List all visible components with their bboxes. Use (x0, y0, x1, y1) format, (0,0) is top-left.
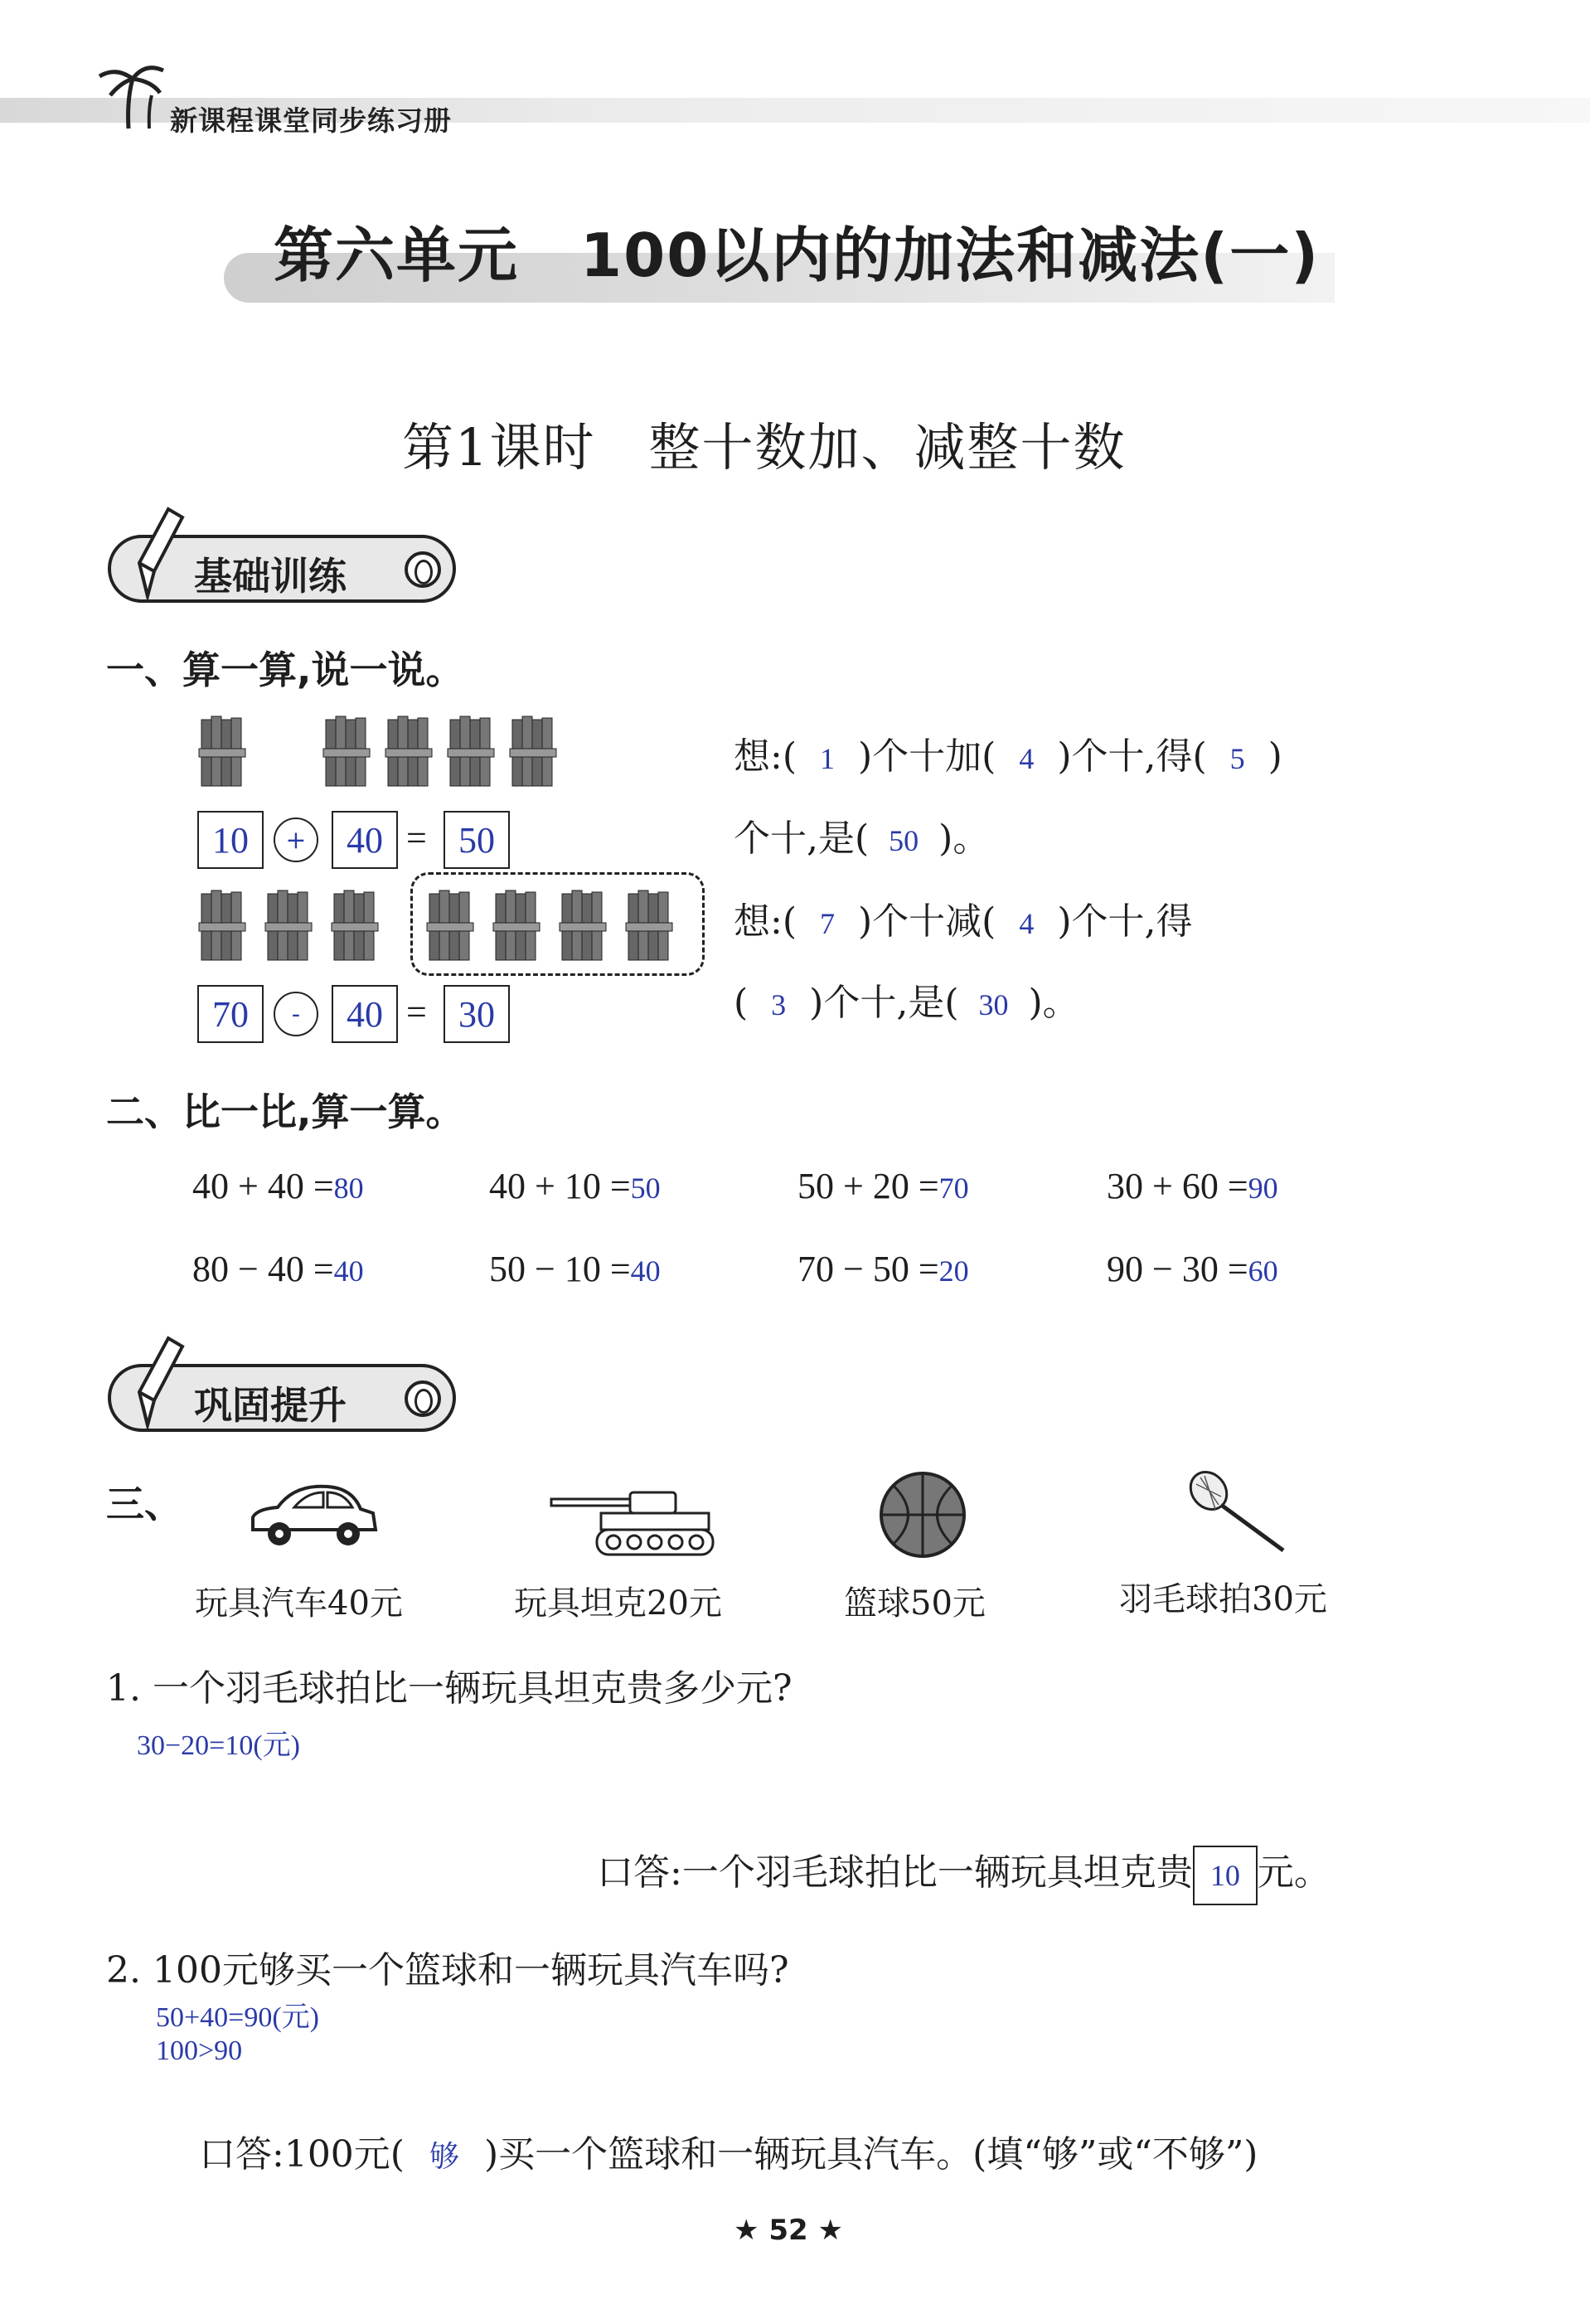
q2-work-2: 100>90 (156, 2035, 243, 2066)
think1-v4: 50 (889, 824, 919, 857)
badminton-racket-icon (1184, 1468, 1292, 1559)
page-number: ★ 52 ★ (734, 2214, 843, 2247)
q2-answer-value: 够 (429, 2140, 459, 2173)
compare-item: 70 − 50 =20 (797, 1249, 969, 1289)
compare-item: 50 − 10 =40 (489, 1249, 661, 1289)
plus-operator: + (274, 818, 318, 862)
think2-v2: 4 (1019, 907, 1035, 940)
minuend-box: 70 (197, 985, 264, 1043)
question-2: 2. 100元够买一个篮球和一辆玩具汽车吗? (106, 1949, 789, 1992)
compare-item: 40 + 40 =80 (192, 1166, 364, 1206)
think1-v3: 5 (1229, 742, 1245, 775)
ring-icon (405, 551, 441, 588)
basic-training-badge (108, 535, 456, 603)
item-toy-tank: 玩具坦克20元 (514, 1584, 722, 1623)
compare-item: 50 + 20 =70 (797, 1166, 969, 1206)
minus-operator: - (274, 992, 318, 1036)
think2-line1: 想:( 7 )个十减( 4 )个十,得 (734, 900, 1193, 943)
item-toy-car: 玩具汽车40元 (195, 1584, 403, 1623)
section1-heading: 一、算一算,说一说。 (106, 648, 464, 692)
think2-v3: 3 (771, 988, 787, 1021)
compare-item: 90 − 30 =60 (1107, 1249, 1278, 1289)
addend-box: 10 (197, 811, 264, 869)
dashed-group (410, 872, 705, 976)
think1-line2: 个十,是( 50 )。 (734, 818, 990, 860)
think1-line1: 想:( 1 )个十加( 4 )个十,得( 5 ) (734, 735, 1282, 778)
stick-bundles-row1 (197, 711, 612, 794)
toy-car-icon (245, 1480, 385, 1555)
book-title: 新课程课堂同步练习册 (170, 104, 452, 137)
compare-item: 40 + 10 =50 (489, 1166, 661, 1206)
consolidate-badge (108, 1364, 456, 1432)
unit-title: 第六单元 100以内的加法和减法(一) (274, 221, 1321, 290)
equals-sign-2: = (406, 992, 427, 1032)
think1-v2: 4 (1019, 742, 1035, 775)
toy-tank-icon (547, 1484, 730, 1559)
q1-work: 30−20=10(元) (137, 1730, 300, 1761)
consolidate-label: 巩固提升 (194, 1383, 347, 1428)
addend-box-2: 40 (332, 811, 398, 869)
think2-line2: ( 3 )个十,是( 30 )。 (734, 982, 1079, 1024)
think2-v1: 7 (820, 907, 835, 940)
equals-sign: = (406, 818, 427, 858)
basketball-icon (877, 1469, 968, 1560)
q1-answer-box: 10 (1193, 1846, 1258, 1905)
compare-item: 30 + 60 =90 (1107, 1166, 1278, 1206)
item-basketball: 篮球50元 (844, 1584, 986, 1623)
lesson-title: 第1课时 整十数加、减整十数 (402, 417, 1127, 478)
pencil-icon (131, 505, 189, 604)
question-1: 1. 一个羽毛球拍比一辆玩具坦克贵多少元? (106, 1667, 793, 1710)
q2-work-1: 50+40=90(元) (156, 2002, 319, 2033)
section3-heading: 三、 (106, 1482, 182, 1526)
ring-icon (405, 1380, 441, 1417)
think2-v4: 30 (978, 988, 1009, 1021)
subtrahend-box: 40 (332, 985, 398, 1043)
compare-item: 80 − 40 =40 (192, 1249, 364, 1289)
q1-answer: 口答:一个羽毛球拍比一辆玩具坦克贵 10 元。 (597, 1842, 1331, 1905)
palm-tree-icon (87, 58, 170, 133)
difference-box: 30 (444, 985, 510, 1043)
item-racket: 羽毛球拍30元 (1119, 1580, 1327, 1618)
think1-v1: 1 (820, 742, 835, 775)
sum-box: 50 (444, 811, 510, 869)
q2-answer: 口答:100元( 够 )买一个篮球和一辆玩具汽车。(填“够”或“不够”) (199, 2133, 1258, 2176)
basic-training-label: 基础训练 (194, 554, 347, 599)
section2-heading: 二、比一比,算一算。 (106, 1089, 464, 1134)
pencil-icon (131, 1334, 189, 1434)
